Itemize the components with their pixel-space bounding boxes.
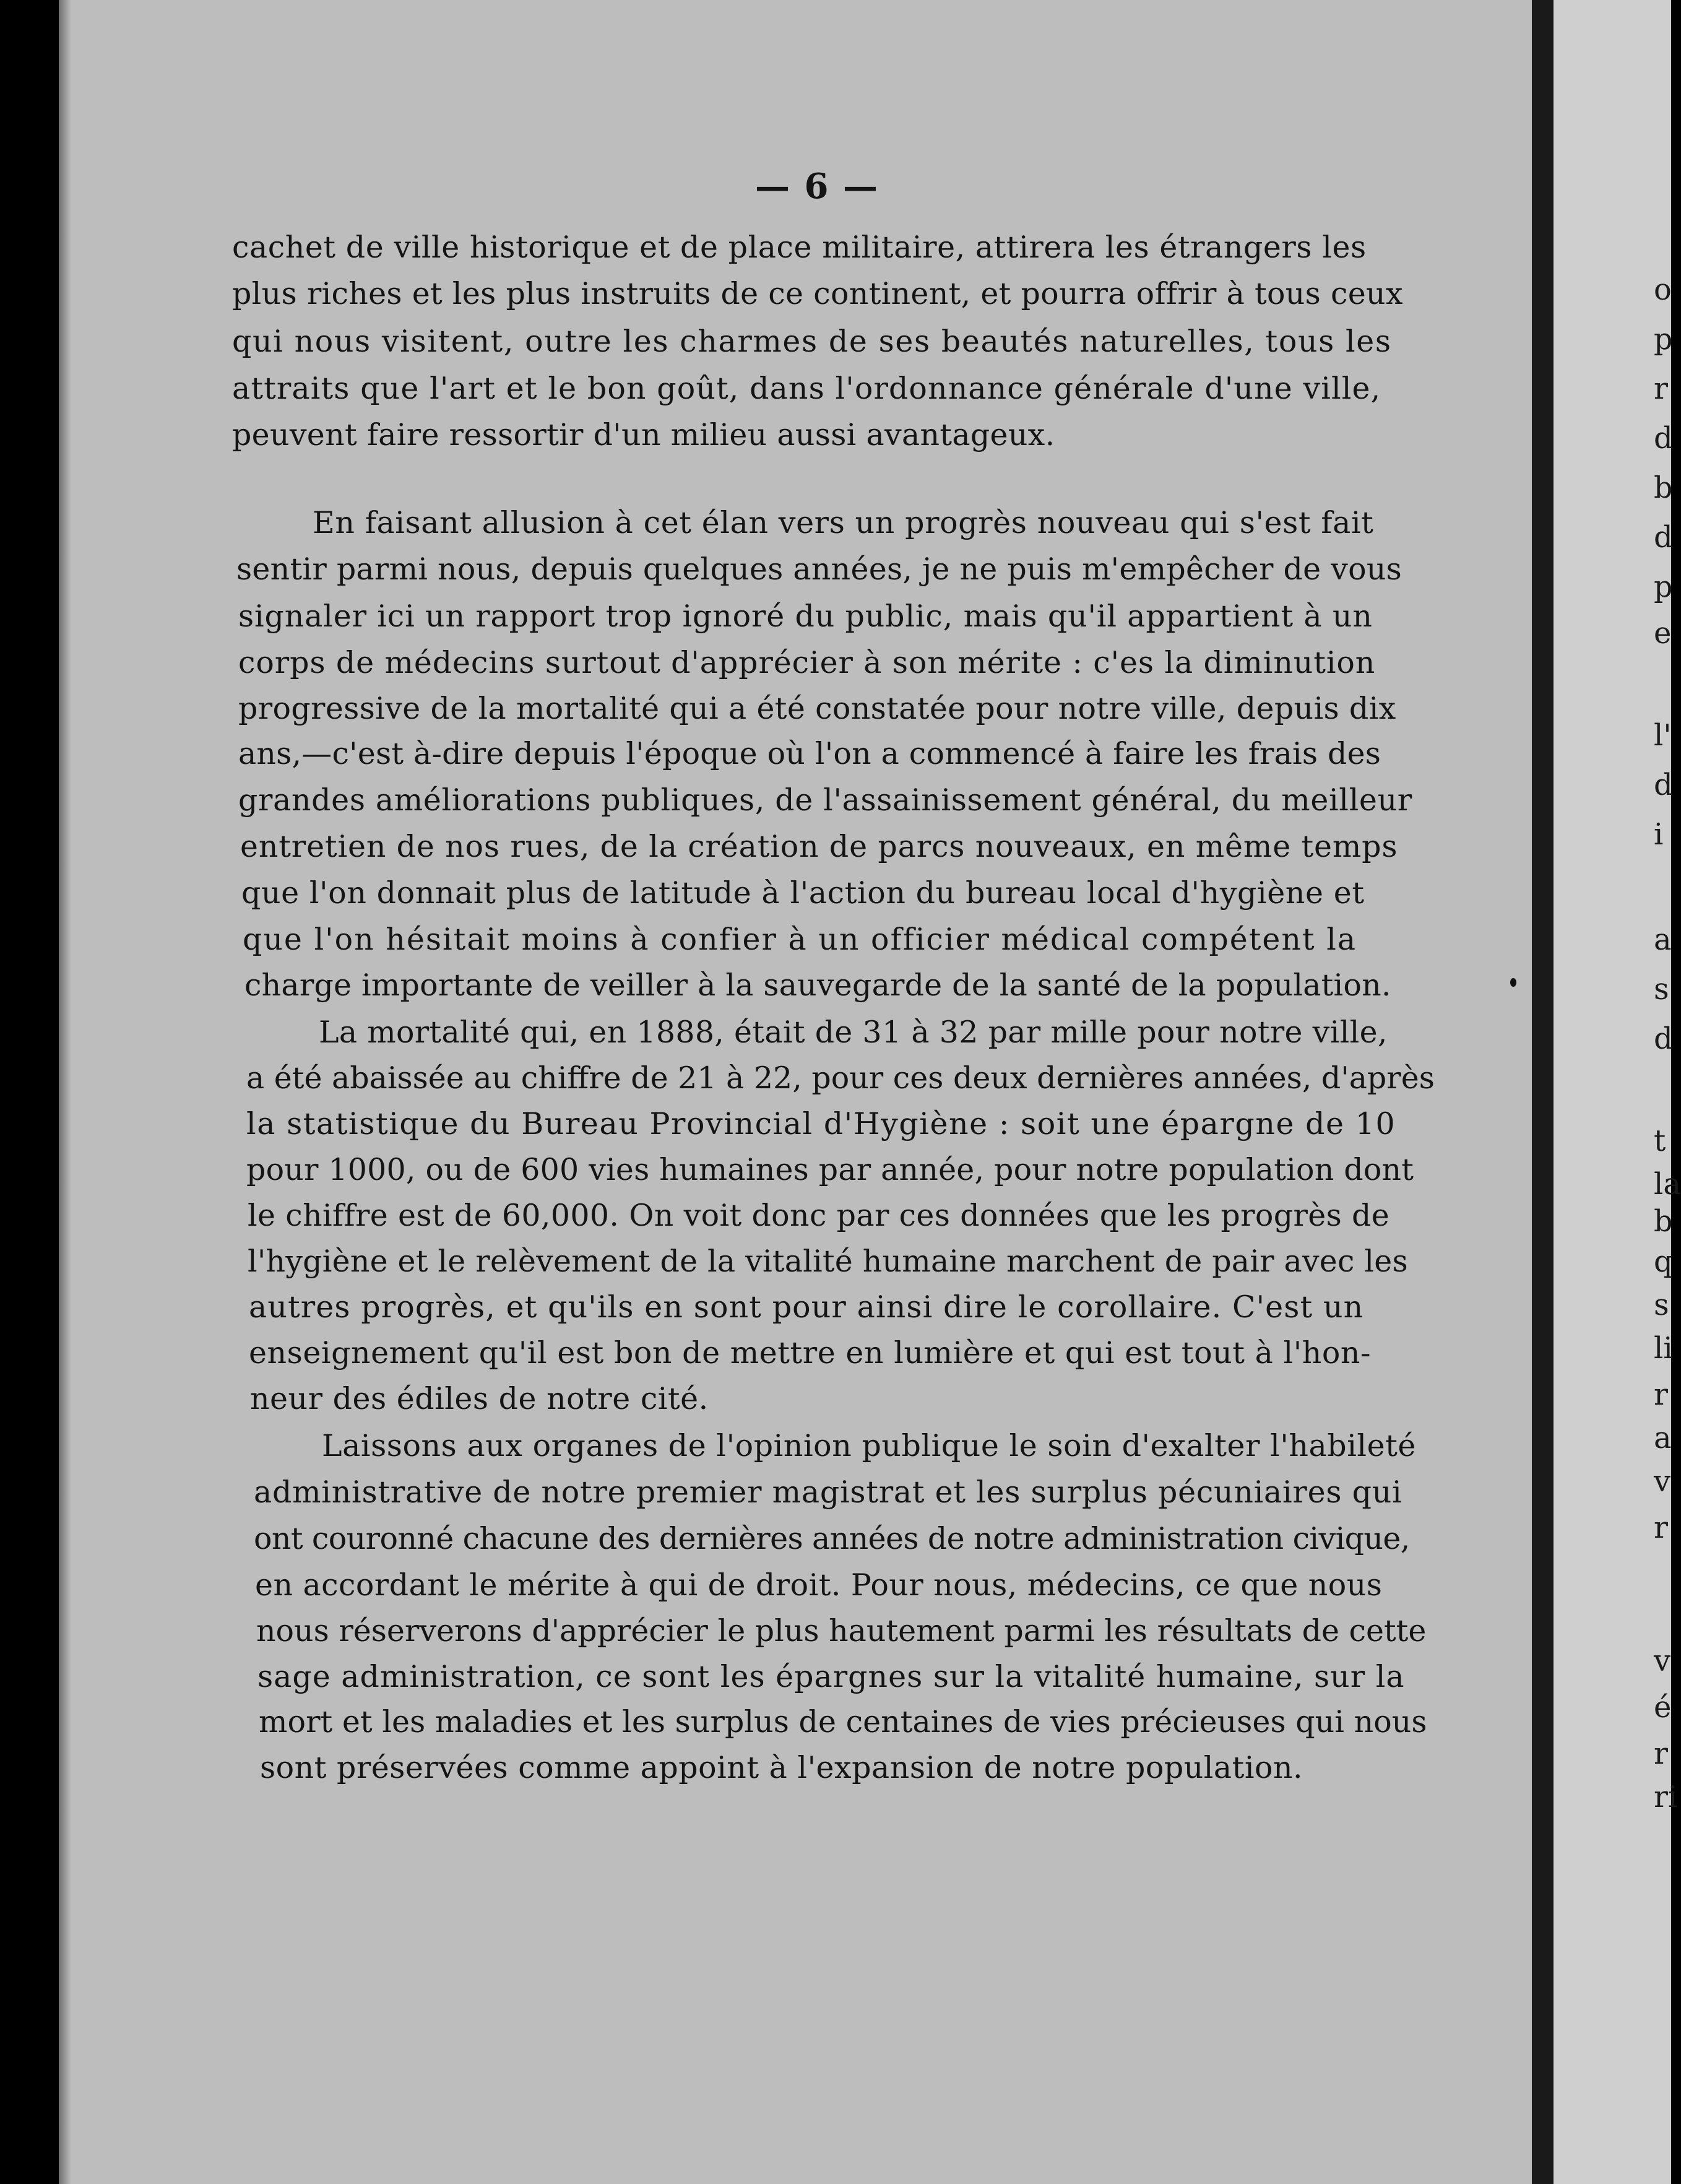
text-line: qui nous visitent, outre les charmes de ses beautés naturelles, tous les xyxy=(232,324,1392,359)
adjacent-page-fragment: la xyxy=(1654,1167,1681,1202)
text-line: attraits que l'art et le bon goût, dans l'ordonnance générale d'une ville, xyxy=(232,371,1381,406)
text-line: l'hygiène et le relèvement de la vitalité humaine marchent de pair avec les xyxy=(248,1244,1408,1279)
text-line: entretien de nos rues, de la création de parcs nouveaux, en même temps xyxy=(240,829,1398,864)
adjacent-page-fragment: r xyxy=(1654,1510,1668,1545)
text-line: autres progrès, et qu'ils en sont pour ainsi dire le corollaire. C'est un xyxy=(249,1289,1364,1325)
page-gutter xyxy=(1532,0,1554,2184)
adjacent-page-fragment: i xyxy=(1654,817,1664,852)
adjacent-page-fragment: s xyxy=(1654,1288,1669,1322)
adjacent-page-fragment: b xyxy=(1654,1204,1673,1239)
adjacent-page-fragment: b xyxy=(1654,470,1673,505)
adjacent-page-fragment: q xyxy=(1654,1244,1673,1279)
text-line: que l'on donnait plus de latitude à l'action du bureau local d'hygiène et xyxy=(241,875,1365,911)
text-line: que l'on hésitait moins à confier à un officier médical compétent la xyxy=(243,922,1357,957)
text-line: mort et les maladies et les surplus de centaines de vies précieuses qui nous xyxy=(259,1704,1427,1740)
adjacent-page-fragment: ri xyxy=(1654,1780,1678,1814)
text-line: a été abaissée au chiffre de 21 à 22, pour ces deux dernières années, d'après xyxy=(246,1060,1435,1096)
text-line: neur des édiles de notre cité. xyxy=(250,1381,709,1416)
adjacent-page-fragment: d xyxy=(1654,520,1673,555)
adjacent-page-fragment: v xyxy=(1654,1464,1671,1499)
text-line: pour 1000, ou de 600 vies humaines par année, pour notre population dont xyxy=(246,1152,1414,1187)
text-line: en accordant le mérite à qui de droit. Pour nous, médecins, ce que nous xyxy=(255,1567,1383,1603)
text-line: grandes améliorations publiques, de l'assainissement général, du meilleur xyxy=(238,782,1412,818)
scan-speck xyxy=(1510,978,1516,987)
adjacent-page-fragment: r xyxy=(1654,1736,1668,1771)
text-line: administrative de notre premier magistrat et les surplus pécuniaires qui xyxy=(254,1475,1402,1510)
text-line: le chiffre est de 60,000. On voit donc par ces données que les progrès de xyxy=(248,1198,1390,1233)
text-line: La mortalité qui, en 1888, était de 31 à 32 par mille pour notre ville, xyxy=(319,1015,1388,1050)
text-line: nous réserverons d'apprécier le plus hautement parmi les résultats de cette xyxy=(256,1613,1427,1649)
text-line: plus riches et les plus instruits de ce continent, et pourra offrir à tous ceux xyxy=(232,276,1403,311)
adjacent-page-fragment: d xyxy=(1654,768,1673,802)
adjacent-page-fragment: a xyxy=(1654,1421,1672,1455)
adjacent-page-fragment: r xyxy=(1654,371,1668,406)
adjacent-page-fragment: d xyxy=(1654,421,1673,456)
adjacent-page-fragment: li xyxy=(1654,1331,1673,1366)
text-line: signaler ici un rapport trop ignoré du public, mais qu'il appartient à un xyxy=(238,599,1373,634)
text-line: cachet de ville historique et de place militaire, attirera les étrangers les xyxy=(232,230,1367,265)
text-line: progressive de la mortalité qui a été constatée pour notre ville, depuis dix xyxy=(238,691,1396,726)
text-line: enseignement qu'il est bon de mettre en lumière et qui est tout à l'hon- xyxy=(249,1335,1372,1371)
text-line: En faisant allusion à cet élan vers un progrès nouveau qui s'est fait xyxy=(313,505,1374,540)
adjacent-page-fragment: é xyxy=(1654,1690,1672,1725)
adjacent-page-fragment: t xyxy=(1654,1124,1666,1158)
adjacent-page-fragment: p xyxy=(1654,570,1673,604)
text-line: charge importante de veiller à la sauvegarde de la santé de la population. xyxy=(244,968,1391,1003)
text-line: Laissons aux organes de l'opinion publique le soin d'exalter l'habileté xyxy=(322,1428,1416,1463)
text-line: corps de médecins surtout d'apprécier à son mérite : c'es la diminution xyxy=(238,645,1376,680)
text-line: sont préservées comme appoint à l'expansion de notre population. xyxy=(260,1750,1303,1785)
adjacent-page-fragment: s xyxy=(1654,972,1669,1007)
adjacent-page-fragment: o xyxy=(1654,272,1672,307)
page-number: — 6 — xyxy=(755,166,879,207)
page-left-edge-shadow xyxy=(59,0,71,2184)
text-line: ans,—c'est à-dire depuis l'époque où l'on a commencé à faire les frais des xyxy=(238,736,1381,771)
text-line: la statistique du Bureau Provincial d'Hygiène : soit une épargne de 10 xyxy=(246,1106,1396,1142)
text-line: peuvent faire ressortir d'un milieu aussi avantageux. xyxy=(232,417,1055,453)
adjacent-page-fragment: a xyxy=(1654,922,1672,957)
adjacent-page-fragment: v xyxy=(1654,1644,1671,1678)
text-line: sentir parmi nous, depuis quelques années, je ne puis m'empêcher de vous xyxy=(236,552,1402,587)
adjacent-page-fragment: l' xyxy=(1654,718,1672,753)
text-line: sage administration, ce sont les épargnes sur la vitalité humaine, sur la xyxy=(257,1659,1405,1694)
adjacent-page-fragment: r xyxy=(1654,1377,1668,1412)
adjacent-page-fragment: d xyxy=(1654,1021,1673,1056)
adjacent-page-fragment: p xyxy=(1654,322,1673,357)
adjacent-page-fragment: e xyxy=(1654,616,1672,651)
text-line: ont couronné chacune des dernières années de notre administration civique, xyxy=(254,1521,1410,1556)
